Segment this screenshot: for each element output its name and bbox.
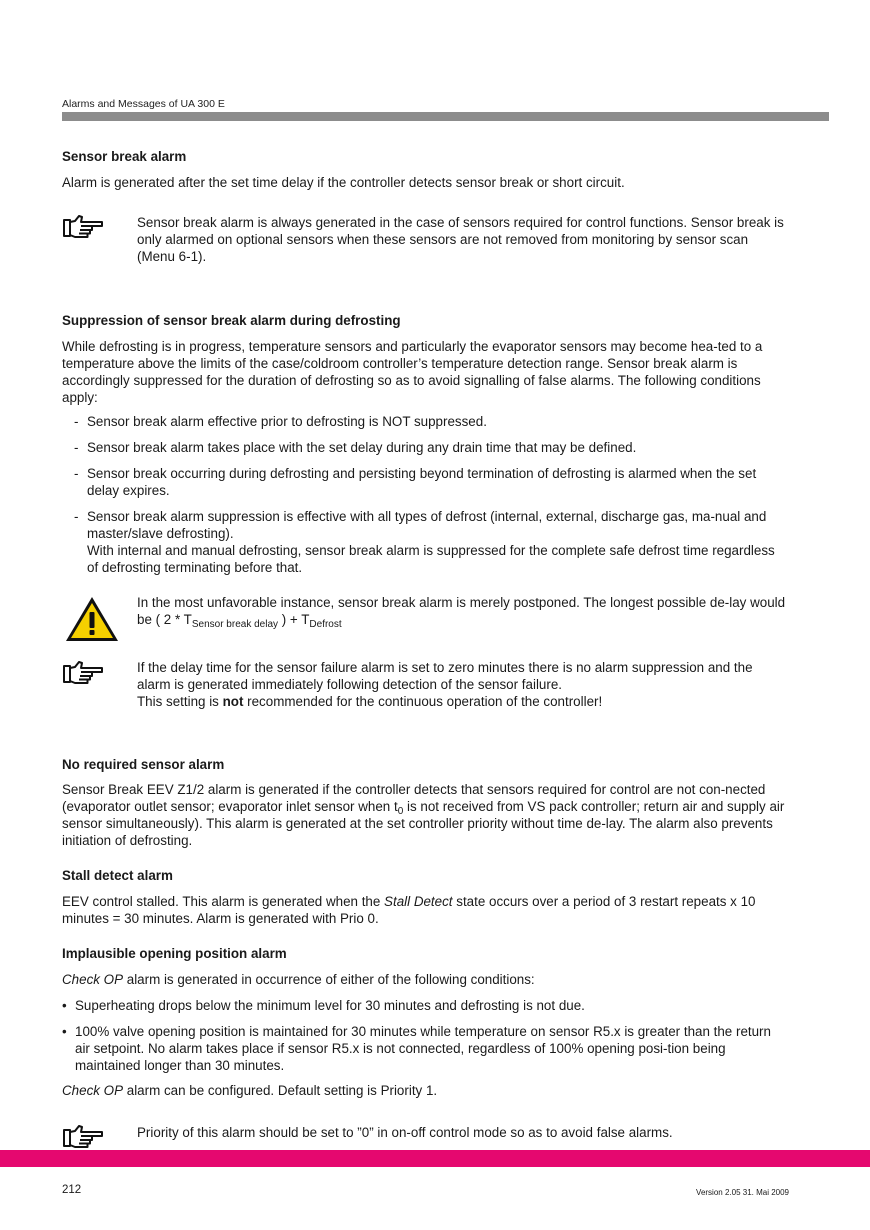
heading-no-required-sensor: No required sensor alarm [62, 757, 225, 772]
note-priority: Priority of this alarm should be set to ”0” in on-off control mode so as to avoid false alarms. [137, 1125, 673, 1140]
pointing-hand-icon [62, 1124, 106, 1150]
note-sensor-break: Sensor break alarm is always generated in the case of sensors required for control functions. Sensor break is only alarmed on optional sensors when these sensors are not removed from monitoring by sensor scan (Menu 6-1). [137, 215, 784, 264]
pointing-hand-icon [62, 214, 106, 240]
list-item-text: Sensor break alarm suppression is effective with all types of defrost (internal, external, discharge gas, ma-nual and master/slave defrosting). [87, 509, 767, 541]
list-item-text: Sensor break occurring during defrosting and persisting beyond termination of defrosting is alarmed when the set delay expires. [87, 466, 757, 498]
no-required-sensor-text: Sensor Break EEV Z1/2 alarm is generated if the controller detects that sensors required for control are not con-nected (evaporator outlet sensor; evaporator inlet sensor when $t_0$ is not received from VS pack controller; return air and supply air sensor simultaneously). This alarm is generated at the set controller priority without time de-lay. The alarm also prevents initiation of defrosting. [62, 782, 785, 848]
heading-stall-detect: Stall detect alarm [62, 868, 173, 883]
warning-note: In the most unfavorable instance, sensor break alarm is merely postponed. The longest possible de-lay would be ( $2 * T_{Sensor break delay}$ ) + $T_{Defrost}$ [137, 595, 786, 630]
check-op-outro: Check OP alarm can be configured. Default setting is Priority 1. [62, 1083, 438, 1098]
heading-suppression: Suppression of sensor break alarm during defrosting [62, 313, 401, 328]
heading-sensor-break: Sensor break alarm [62, 149, 187, 164]
footer-bar [0, 1150, 870, 1167]
warning-icon [64, 595, 120, 644]
sensor-break-text: Alarm is generated after the set time delay if the controller detects sensor break or short circuit. [62, 175, 625, 190]
bullet-item-text: Superheating drops below the minimum level for 30 minutes and defrosting is not due. [75, 998, 585, 1013]
list-item-text: Sensor break alarm effective prior to defrosting is NOT suppressed. [87, 414, 487, 429]
bullet-item-text: 100% valve opening position is maintained for 30 minutes while temperature on sensor R5.x is greater than the return air setpoint. No alarm takes place if sensor R5.x is not connected, regardless of 100% opening posi-tion being maintained longer than 30 minutes. [75, 1024, 771, 1073]
list-item-extra: With internal and manual defrosting, sensor break alarm is suppressed for the complete safe defrost time regardless of defrosting terminating before that. [87, 543, 775, 575]
pointing-hand-icon [62, 660, 106, 686]
page-number: 212 [62, 1184, 82, 1196]
heading-implausible-opening: Implausible opening position alarm [62, 946, 287, 961]
check-op-intro: Check OP alarm is generated in occurrence of either of the following conditions: [62, 972, 535, 987]
note-delay-zero: If the delay time for the sensor failure alarm is set to zero minutes there is no alarm suppression and the alarm is generated immediately following detection of the sensor failure. This setting is not recommended for the continuous operation of the controller! [137, 660, 753, 709]
list-item-text: Sensor break alarm takes place with the set delay during any drain time that may be defined. [87, 440, 637, 455]
running-header: Alarms and Messages of UA 300 E [62, 98, 225, 110]
stall-detect-text: EEV control stalled. This alarm is generated when the Stall Detect state occurs over a period of 3 restart repeats x 10 minutes = 30 minutes. Alarm is generated with Prio 0. [62, 894, 756, 926]
version-info: Version 2.05 31. Mai 2009 [696, 1188, 789, 1197]
suppression-text: While defrosting is in progress, temperature sensors and particularly the evaporator sensors may become hea-ted to a temperature above the limits of the case/coldroom controller’s temperature detection range. Sensor break alarm is accordingly suppressed for the duration of defrosting so as to avoid signalling of false alarms. The following conditions apply: [62, 339, 763, 405]
header-rule [62, 112, 829, 121]
